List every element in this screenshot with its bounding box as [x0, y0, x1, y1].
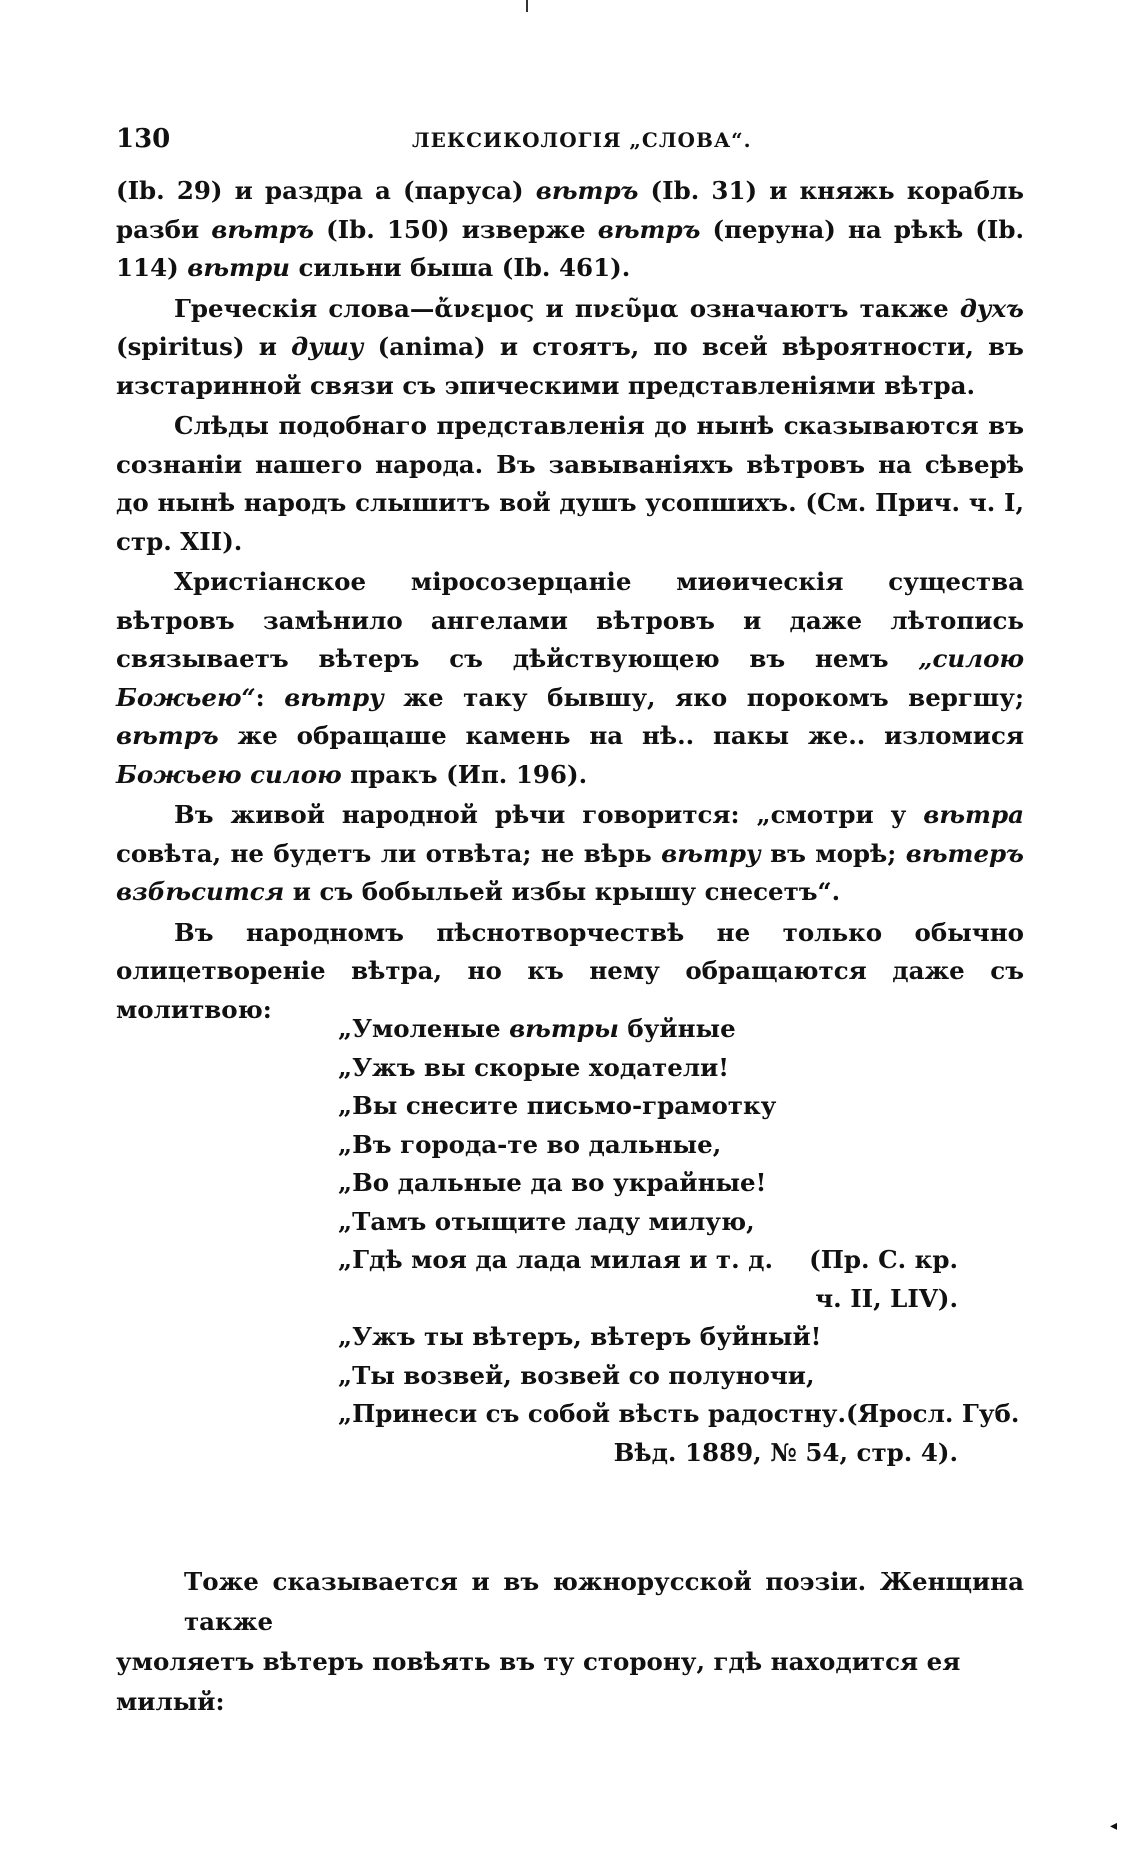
top-margin-mark	[526, 0, 528, 12]
verse-line-11: „Принеси съ собой вѣсть радостну. (Яросл. Губ.	[338, 1395, 958, 1434]
paragraph-1: (Ib. 29) и раздра а (паруса) вѣтръ (Ib. 31) и княжь корабль разби вѣтръ (Ib. 150) изверже вѣтръ (перуна) на рѣкѣ (Ib. 114) вѣтри сильни быша (Ib. 461).	[116, 176, 1024, 282]
verse-line-6: „Тамъ отыщите ладу милую,	[338, 1206, 755, 1236]
paragraph-5: Въ живой народной рѣчи говорится: „смотри у вѣтра совѣта, не будетъ ли отвѣта; не вѣрь вѣтру въ морѣ; вѣтеръ взбѣсится и съ бобыльей избы крышу снесетъ“.	[116, 800, 1024, 906]
paragraph-6: Въ народномъ пѣснотворчествѣ не только обычно олицетвореніе вѣтра, но къ нему обращаются даже съ молитвою:	[116, 917, 1024, 1024]
page-header	[116, 124, 1016, 164]
closing-line-1: Тоже сказывается и въ южнорусской поэзіи. Женщина также	[184, 1567, 1024, 1636]
verse-line-5: „Во дальные да во украйные!	[338, 1168, 767, 1197]
verse-line-4: „Въ города-те во дальные,	[338, 1129, 722, 1159]
paragraph-4: Христіанское міросозерцаніе миѳическія существа вѣтровъ замѣнило ангелами вѣтровъ и даже лѣтопись связываетъ вѣтеръ съ дѣйствующею въ немъ „силою Божьею“: вѣтру же таку бывшу, яко порокомъ вергшу; вѣтръ же обращаше камень на нѣ.. пакы же.. изломися Божьею силою пракъ (Ип. 196).	[116, 567, 1024, 789]
verse-line-7: „Гдѣ моя да лада милая и т. д. (Пр. С. кр.	[338, 1241, 958, 1280]
citation-continued: Вѣд. 1889, № 54, стр. 4).	[613, 1437, 958, 1467]
paragraph-3: Слѣды подобнаго представленія до нынѣ сказываются въ сознаніи нашего народа. Въ завываніяхъ вѣтровъ на сѣверѣ до нынѣ народъ слышитъ вой душъ усопшихъ. (См. Прич. ч. I, стр. XII).	[116, 411, 1024, 556]
running-title: ЛЕКСИКОЛОГІЯ „СЛОВА“.	[412, 128, 752, 152]
page-number: 130	[116, 124, 171, 154]
closing-paragraph	[116, 1562, 1024, 1722]
citation: (Пр. С. кр.	[809, 1245, 958, 1274]
verse-line-2: „Ужъ вы скорые ходатели!	[338, 1052, 730, 1082]
folk-song-quote	[338, 1010, 1020, 1472]
verse-line-10: „Ты возвей, возвей со полуночи,	[338, 1360, 815, 1390]
margin-arrow-mark: ◂	[1110, 1818, 1118, 1834]
verse-line-1: „Умоленые вѣтры буйные	[338, 1014, 736, 1043]
citation-continued: ч. II, LIV).	[815, 1283, 958, 1313]
verse-line-3: „Вы снесите письмо-грамотку	[338, 1091, 777, 1120]
citation: (Яросл. Губ.	[845, 1399, 1020, 1428]
closing-line-2: умоляетъ вѣтеръ повѣять въ ту сторону, гдѣ находится ея милый:	[116, 1647, 961, 1716]
main-text	[116, 172, 1024, 1029]
paragraph-2: Греческія слова—ἄνεμος и πνεῦμα означаютъ также духъ (spiritus) и душу (anima) и стоятъ, по всей вѣроятности, въ изстаринной связи съ эпическими представленіями вѣтра.	[116, 293, 1024, 400]
verse-line-9: „Ужъ ты вѣтеръ, вѣтеръ буйный!	[338, 1322, 822, 1351]
